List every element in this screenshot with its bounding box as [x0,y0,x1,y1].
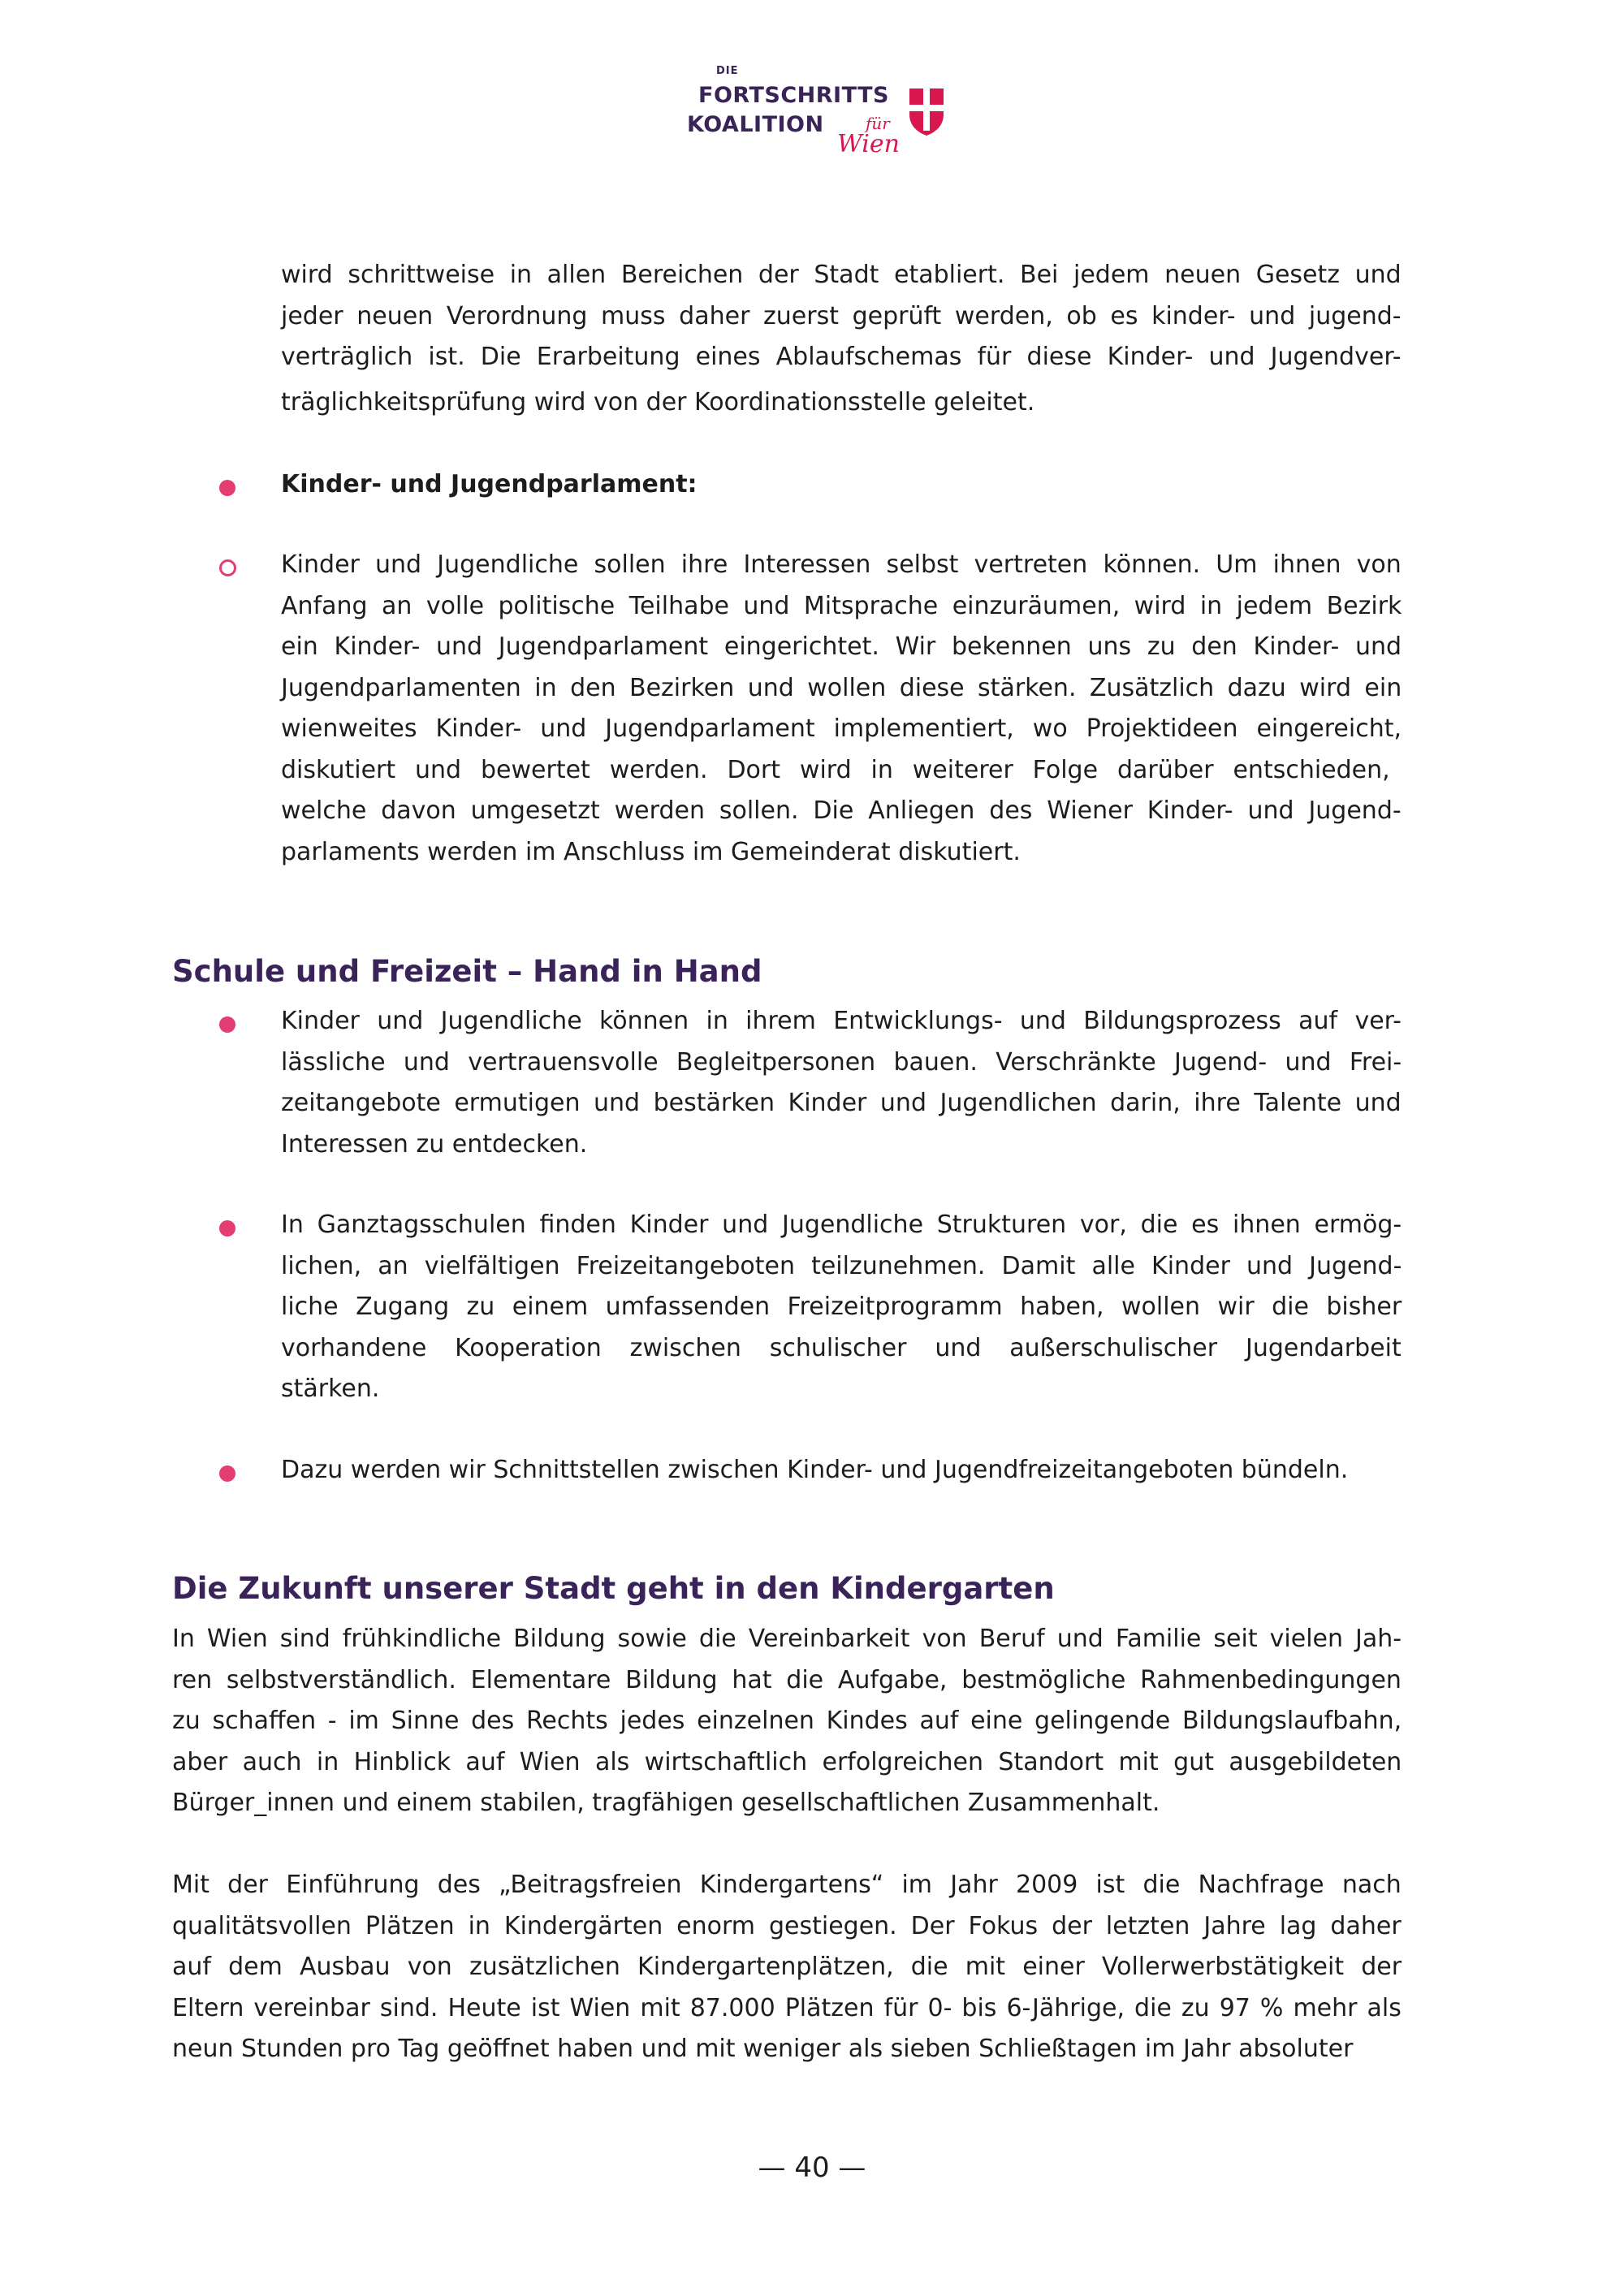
text-line: ren selbstverständlich. Elementare Bildung hat die Aufgabe, bestmögliche Rahmenbedingungen [172,1665,1402,1694]
text-line: In Ganztagsschulen finden Kinder und Jugendliche Strukturen vor, die es ihnen ermög- [281,1211,1402,1239]
vienna-shield-icon [908,87,945,137]
text-line: verträglich ist. Die Erarbeitung eines Ablaufschemas für diese Kinder- und Jugendver- [281,343,1402,371]
section-heading-schule: Schule und Freizeit – Hand in Hand [172,954,762,989]
schule-bullet-1 [281,1001,1402,1165]
text-line: Dazu werden wir Schnittstellen zwischen Kinder- und Jugendfreizeitangeboten bündeln. [281,1456,1349,1484]
text-line: auf dem Ausbau von zusätzlichen Kindergartenplätzen, die mit einer Vollerwerbstätigkeit der [172,1953,1402,1981]
text-line: welche davon umgesetzt werden sollen. Die Anliegen des Wiener Kinder- und Jugend- [281,796,1402,825]
text-line: parlaments werden im Anschluss im Gemeinderat diskutiert. [281,837,1021,866]
schule-bullet-3 [281,1450,1402,1491]
bullet-filled-icon [219,1465,235,1482]
text-line: zu schaffen - im Sinne des Rechts jedes einzelnen Kindes auf eine gelingende Bildungslaufbahn, [172,1707,1402,1735]
party-logo [687,65,955,170]
text-line: zeitangebote ermutigen und bestärken Kinder und Jugendlichen darin, ihre Talente und [281,1089,1402,1117]
text-line: diskutiert und bewertet werden. Dort wird in weiterer Folge darüber entschieden, [281,755,1390,784]
text-line: Kinder und Jugendliche sollen ihre Interessen selbst vertreten können. Um ihnen von [281,550,1402,579]
section-heading-kindergarten: Die Zukunft unserer Stadt geht in den Kindergarten [172,1571,1055,1606]
parlament-title: Kinder- und Jugendparlament: [281,470,698,498]
text-line: wird schrittweise in allen Bereichen der Stadt etabliert. Bei jedem neuen Gesetz und [281,261,1402,289]
text-line: lichen, an vielfältigen Freizeitangeboten teilzunehmen. Damit alle Kinder und Jugend- [281,1251,1402,1280]
schule-bullet-2 [281,1205,1402,1410]
bullet-filled-icon [219,480,235,496]
kindergarten-paragraph-2 [172,1865,1402,2070]
text-line: qualitätsvollen Plätzen in Kindergärten enorm gestiegen. Der Fokus der letzten Jahre lag daher [172,1911,1402,1940]
text-line: Mit der Einführung des „Beitragsfreien Kindergartens“ im Jahr 2009 ist die Nachfrage nach [172,1871,1402,1899]
logo-line-koalition: KOALITION [687,112,824,137]
parlament-paragraph [281,545,1402,873]
bullet-open-icon [219,559,236,576]
text-line: In Wien sind frühkindliche Bildung sowie die Vereinbarkeit von Beruf und Familie seit vielen Jah- [172,1625,1402,1653]
text-line: ein Kinder- und Jugendparlament eingerichtet. Wir bekennen uns zu den Kinder- und [281,632,1402,661]
logo-line-fortschritts: FORTSCHRITTS [698,83,889,108]
text-line: lässliche und vertrauensvolle Begleitpersonen bauen. Verschränkte Jugend- und Frei- [281,1047,1402,1077]
logo-wien-script: Wien [837,130,900,158]
logo-die-text: DIE [716,65,739,77]
text-line: Kinder und Jugendliche können in ihrem Entwicklungs- und Bildungsprozess auf ver- [281,1007,1402,1035]
text-line: Interessen zu entdecken. [281,1129,588,1159]
text-line: Bürger_innen und einem stabilen, tragfähigen gesellschaftlichen Zusammenhalt. [172,1789,1160,1817]
bullet-filled-icon [219,1220,235,1236]
page-number: — 40 — [758,2151,866,2184]
text-line: liche Zugang zu einem umfassenden Freizeitprogramm haben, wollen wir die bisher [281,1293,1402,1321]
text-line: jeder neuen Verordnung muss daher zuerst geprüft werden, ob es kinder- und jugend- [281,301,1402,330]
text-line: vorhandene Kooperation zwischen schulischer und außerschulischer Jugendarbeit [281,1333,1402,1362]
intro-paragraph [281,255,1402,423]
text-line: stärken. [281,1375,380,1403]
kindergarten-paragraph-1 [172,1619,1402,1824]
text-line: aber auch in Hinblick auf Wien als wirtschaftlich erfolgreichen Standort mit gut ausgebildeten [172,1747,1402,1776]
text-line: Eltern vereinbar sind. Heute ist Wien mit 87.000 Plätzen für 0- bis 6-Jährige, die zu 97 % mehr als [172,1993,1402,2022]
text-line: wienweites Kinder- und Jugendparlament implementiert, wo Projektideen eingereicht, [281,714,1402,743]
bullet-filled-icon [219,1016,235,1033]
text-line: neun Stunden pro Tag geöffnet haben und mit weniger als sieben Schließtagen im Jahr absoluter [172,2035,1354,2063]
text-line: Anfang an volle politische Teilhabe und Mitsprache einzuräumen, wird in jedem Bezirk [281,591,1402,620]
logo-fur-script: für [866,114,890,133]
text-line: träglichkeitsprüfung wird von der Koordinationsstelle geleitet. [281,387,1035,416]
text-line: Jugendparlamenten in den Bezirken und wollen diese stärken. Zusätzlich dazu wird ein [281,673,1402,702]
